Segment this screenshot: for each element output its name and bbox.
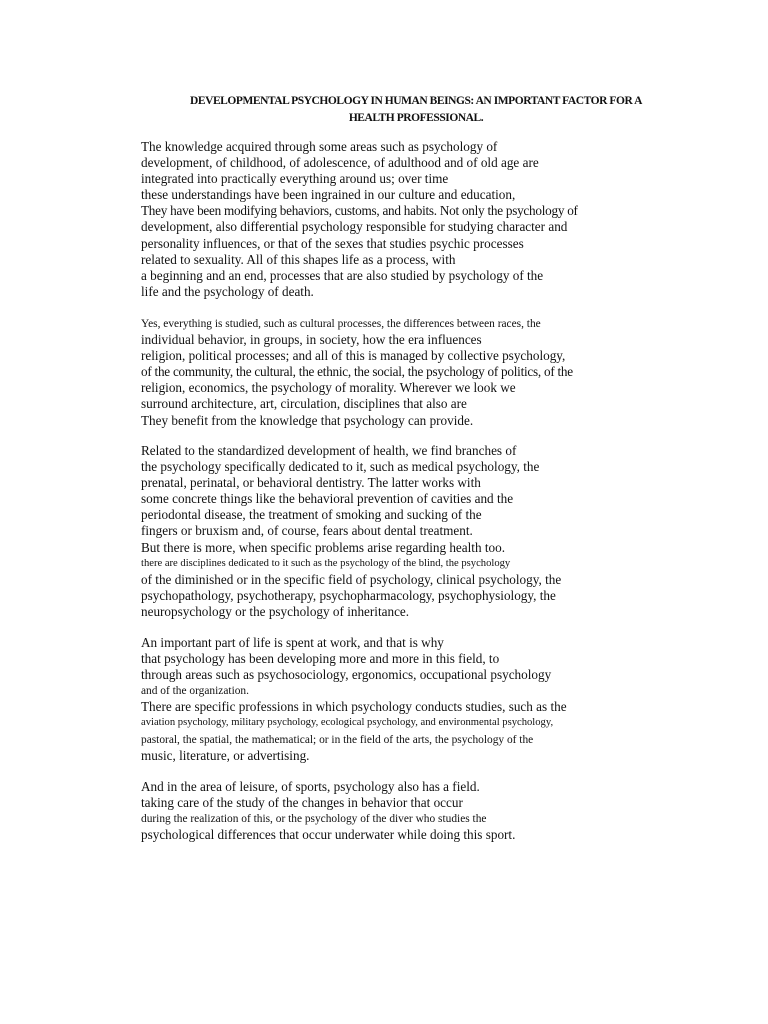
paragraph-3 — [141, 443, 611, 620]
text-line: personality influences, or that of the sexes that studies psychic processes — [141, 235, 524, 251]
text-line: Yes, everything is studied, such as cultural processes, the differences between races, the — [141, 318, 541, 330]
text-line: the psychology specifically dedicated to it, such as medical psychology, the — [141, 459, 540, 475]
text-line: individual behavior, in groups, in society, how the era influences — [141, 332, 482, 348]
text-line: life and the psychology of death. — [141, 283, 314, 299]
paragraph-5 — [141, 779, 611, 843]
text-line: religion, political processes; and all of this is managed by collective psychology, — [141, 348, 566, 364]
text-line: prenatal, perinatal, or behavioral dentistry. The latter works with — [141, 475, 481, 491]
paragraph-2 — [141, 316, 611, 429]
text-line: neuropsychology or the psychology of inheritance. — [141, 603, 410, 619]
text-line: taking care of the study of the changes in behavior that occur — [141, 795, 463, 811]
text-line: and of the organization. — [141, 685, 249, 698]
text-line: development, of childhood, of adolescence, of adulthood and of old age are — [141, 155, 539, 171]
text-line: related to sexuality. All of this shapes life as a process, with — [141, 251, 456, 267]
text-line: a beginning and an end, processes that are also studied by psychology of the — [141, 267, 544, 283]
text-line: psychological differences that occur underwater while doing this sport. — [141, 827, 516, 843]
text-line: these understandings have been ingrained in our culture and education, — [141, 187, 516, 203]
text-line: They benefit from the knowledge that psychology can provide. — [141, 412, 474, 428]
text-line: during the realization of this, or the psychology of the diver who studies the — [141, 813, 487, 826]
paragraph-1 — [141, 139, 611, 300]
text-line: psychopathology, psychotherapy, psychopharmacology, psychophysiology, the — [141, 587, 556, 603]
text-line: of the community, the cultural, the ethnic, the social, the psychology of politics, of the — [141, 364, 573, 380]
text-line: that psychology has been developing more and more in this field, to — [141, 651, 500, 667]
text-line: there are disciplines dedicated to it such as the psychology of the blind, the psychology — [141, 557, 511, 569]
text-line: But there is more, when specific problems arise regarding health too. — [141, 539, 506, 555]
text-line: integrated into practically everything around us; over time — [141, 171, 449, 187]
text-line: surround architecture, art, circulation, disciplines that also are — [141, 396, 467, 412]
text-line: fingers or bruxism and, of course, fears about dental treatment. — [141, 523, 473, 539]
title-line: HEALTH PROFESSIONAL. — [348, 112, 484, 124]
text-line: pastoral, the spatial, the mathematical; or in the field of the arts, the psychology of the — [141, 733, 534, 746]
text-line: The knowledge acquired through some areas such as psychology of — [141, 139, 498, 154]
text-line: some concrete things like the behavioral prevention of cavities and the — [141, 491, 514, 507]
text-line: There are specific professions in which psychology conducts studies, such as the — [141, 699, 567, 715]
text-line: through areas such as psychosociology, ergonomics, occupational psychology — [141, 667, 552, 683]
document-title — [150, 93, 682, 127]
text-line: And in the area of leisure, of sports, psychology also has a field. — [141, 779, 480, 794]
text-line: An important part of life is spent at work, and that is why — [141, 635, 444, 650]
title-line: DEVELOPMENTAL PSYCHOLOGY IN HUMAN BEINGS: AN IMPORTANT FACTOR FOR A — [190, 95, 642, 107]
text-line: religion, economics, the psychology of morality. Wherever we look we — [141, 380, 516, 396]
text-line: Related to the standardized development of health, we find branches of — [141, 443, 517, 458]
text-line: They have been modifying behaviors, customs, and habits. Not only the psychology of — [141, 203, 578, 219]
text-line: aviation psychology, military psychology, ecological psychology, and environmental psychology, — [141, 717, 554, 729]
paragraph-4 — [141, 635, 611, 764]
text-line: periodontal disease, the treatment of smoking and sucking of the — [141, 507, 482, 523]
text-line: music, literature, or advertising. — [141, 747, 310, 763]
text-line: of the diminished or in the specific field of psychology, clinical psychology, the — [141, 571, 562, 587]
text-line: development, also differential psychology responsible for studying character and — [141, 219, 568, 235]
